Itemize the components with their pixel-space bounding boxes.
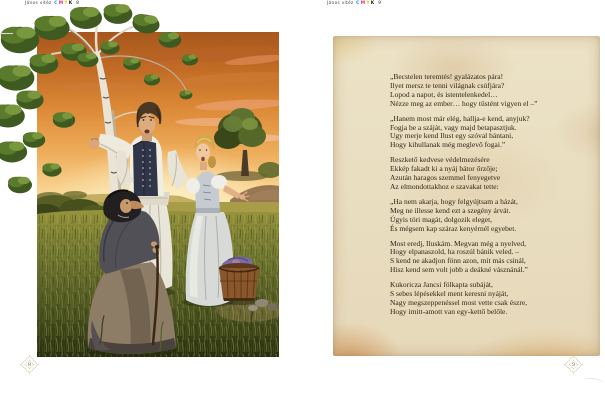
poem-stanza — [390, 73, 595, 109]
poem-line: Nézze meg az ember… hogy tüstént vigyen el –” — [390, 98, 538, 108]
scan-artifact-line — [0, 33, 13, 34]
poem-line: Ekkép fakadt ki a nyáj bátor őrzője; — [390, 164, 498, 174]
poem-line: Kukoricza Jancsi fölkapta subáját, — [390, 280, 493, 290]
poem-line: „Ha nem akarja, hogy felgyújtsam a házát, — [390, 196, 518, 206]
poem-line: S kend ne akadjon fönn azon, mit más csinál, — [390, 256, 526, 266]
poem-line: Nagy megszeppenéssel most vette csak észre, — [390, 297, 528, 307]
poem-line: Hogy kihullanak még meglevő fogai.” — [390, 140, 506, 150]
poem-line: És mégsem kap száraz kenyérnél egyebet. — [390, 223, 517, 233]
poem-line: Ugy merje kend Ilust egy szóval bántani, — [390, 131, 514, 141]
poem-line: Hisz kend sem volt jobb a deákné vásznánál.” — [390, 265, 528, 275]
page-number-left: 8 — [28, 361, 31, 368]
poem-line: „Hanem most már elég, hallja-e kend, anyjuk? — [390, 113, 530, 123]
poem-line: Lopod a napot, és istentelenkedel… — [390, 89, 498, 99]
poem-line: Reszkető kedvese védelmezésére — [390, 155, 490, 165]
poem-line: Úgyis töri magát, dolgozik eleget, — [390, 214, 493, 224]
poem-line: Az elmondottakhoz e szavakat tette: — [390, 181, 499, 191]
poem-stanza — [390, 281, 595, 317]
poem-line: „Becstelen teremtés! gyalázatos pára! — [390, 72, 504, 81]
poem-stanza — [390, 115, 595, 151]
cmyk-mark-k: K — [370, 1, 375, 6]
poem-line: Azután haragos szemmel fenyegetve — [390, 173, 501, 183]
page-right — [302, 0, 605, 400]
poem-text — [390, 73, 595, 323]
cmyk-mark-c: C — [356, 1, 360, 6]
slug-page-number: 8 — [76, 1, 80, 6]
slug-title: János vitéz — [25, 1, 52, 6]
cmyk-mark-m: M — [58, 1, 64, 6]
cmyk-mark-k: K — [68, 1, 73, 6]
page-number-ornament-left — [22, 357, 37, 372]
poem-stanza — [390, 156, 595, 192]
poem-line: Meg ne illesse kend ezt a szegény árvát. — [390, 205, 511, 215]
slug-page-number: 9 — [378, 1, 382, 6]
poem-stanza — [390, 198, 595, 234]
page-left — [0, 0, 302, 400]
parchment-page — [333, 36, 600, 356]
poem-stanza — [390, 240, 595, 276]
poem-line: S sebes lépésekkel ment keresni nyáját, — [390, 289, 509, 299]
poem-line: Most eredj, Iluskám. Megvan még a nyelved, — [390, 238, 527, 248]
poem-line: Fogja be a száját, vagy majd betapasztjuk. — [390, 122, 517, 132]
poem-line: Hogy elpanaszold, ha roszúl bánik veled. – — [390, 247, 520, 257]
poem-line: Ilyet mersz te tenni világnak csúfjára? — [390, 80, 505, 90]
page-number-right: 9 — [572, 361, 575, 368]
cmyk-mark-y: Y — [366, 1, 370, 6]
cmyk-mark-y: Y — [64, 1, 68, 6]
cmyk-mark-c: C — [54, 1, 58, 6]
poem-line: Hogy imitt-amott van egy-kettő belőle. — [390, 306, 508, 316]
slug-title: János vitéz — [327, 1, 354, 6]
page-number-ornament-right — [566, 357, 581, 372]
cmyk-mark-m: M — [360, 1, 366, 6]
illustration-janos-vitez — [0, 0, 302, 400]
